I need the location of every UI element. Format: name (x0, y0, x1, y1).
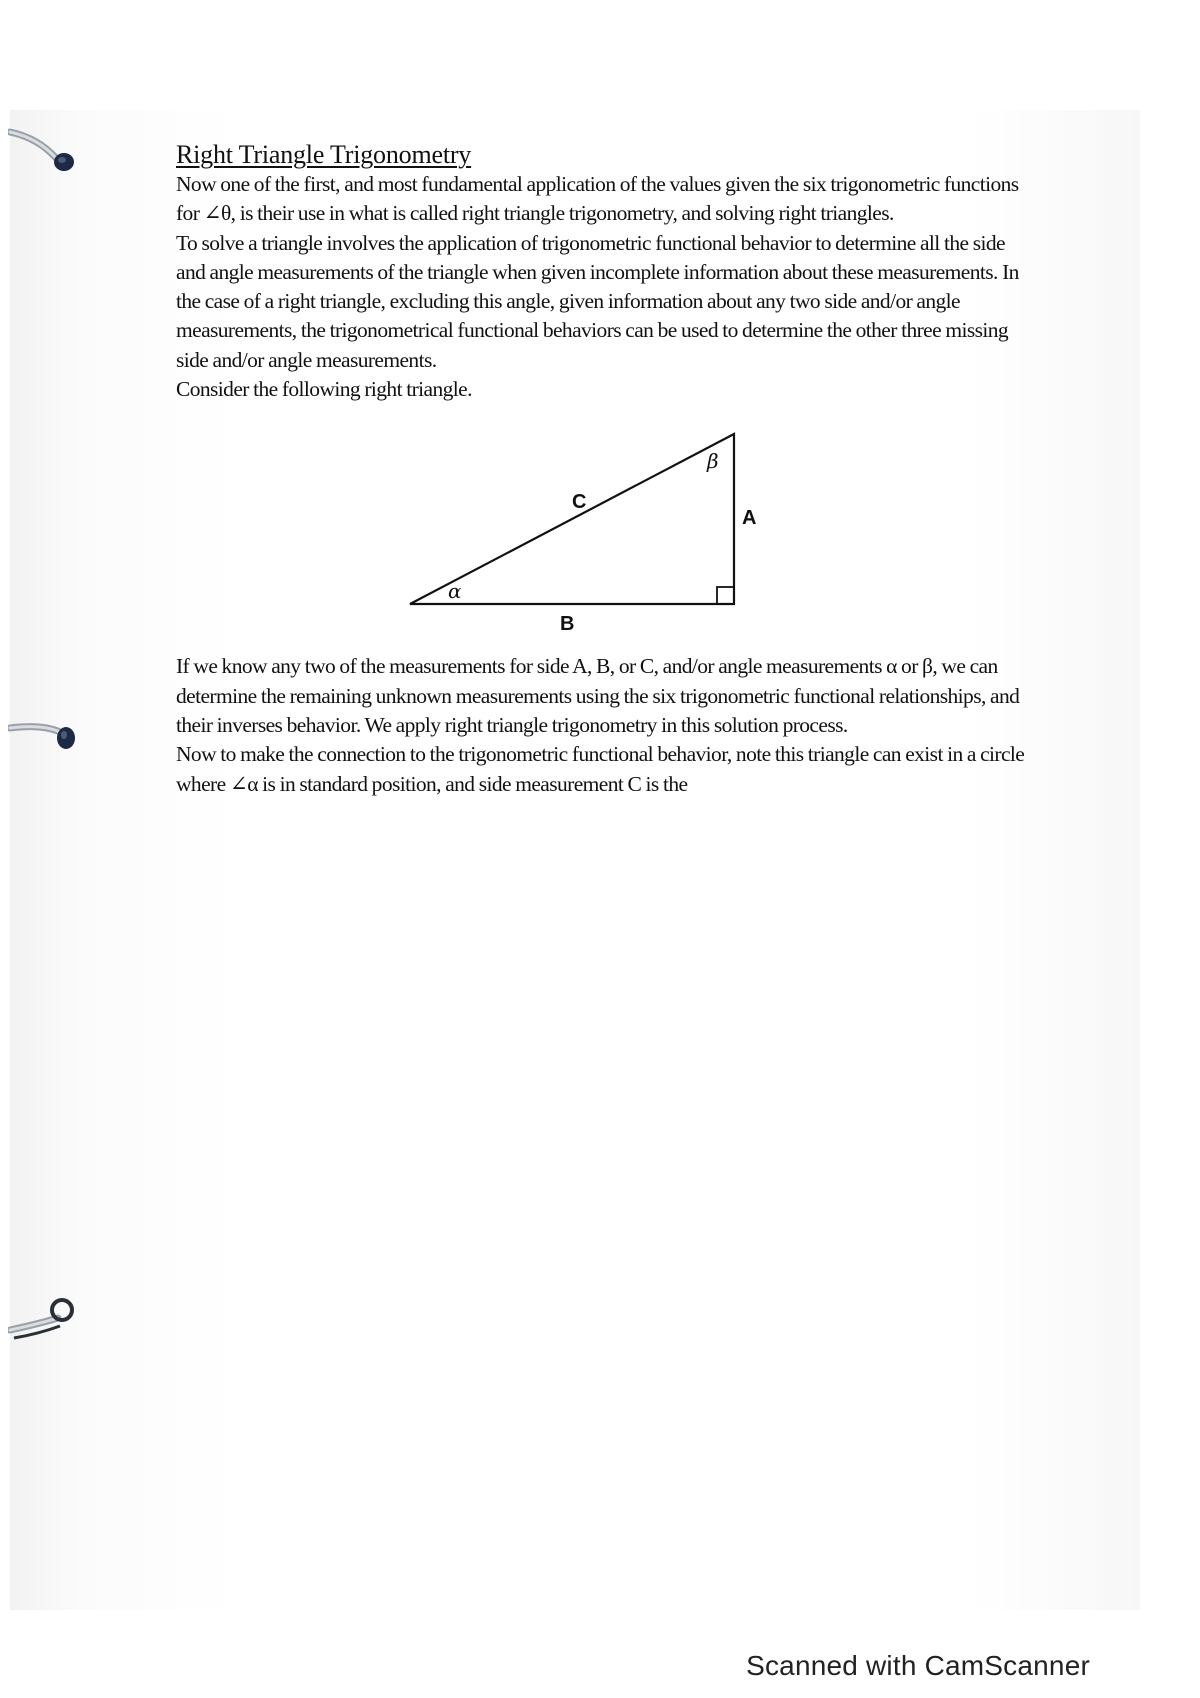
scanner-watermark: Scanned with CamScanner (746, 1650, 1090, 1681)
paragraph-solving: To solve a triangle involves the application of trigonometric functional behavior to determine all the side and angle measurements of the triangle when given incomplete information about these measurements. In the case of a right triangle, excluding this angle, given information about any two side and/or angle measurements, the trigonometrical functional behaviors can be used to determine the other three missing side and/or angle measurements. (176, 230, 1019, 372)
paragraph-measurements: If we know any two of the measurements for side A, B, or C, and/or angle measurements α or β, we can determine the remaining unknown measurements using the six trigonometric functional relationships, and their inverses behavior. We apply right triangle trigonometry in this solution process. (176, 654, 1020, 737)
page-title: Right Triangle Trigonometry (176, 140, 472, 169)
binder-ring-icon (8, 702, 76, 762)
right-triangle-diagram (404, 416, 784, 652)
paragraph-intro: Now one of the first, and most fundamental application of the values given the six trigonometric functions for ∠θ, is their use in what is called right triangle trigonometry, and solving right triangles. (176, 172, 1019, 226)
document-content (176, 140, 1036, 799)
side-b-label: B (560, 613, 575, 636)
right-angle-marker (717, 587, 734, 604)
paragraph-consider: Consider the following right triangle. (176, 377, 472, 402)
paragraph-connection: Now to make the connection to the trigonometric functional behavior, note this triangle can exist in a circle where ∠α is in standard position, and side measurement C is the (176, 742, 1025, 796)
angle-beta-label: β (707, 449, 719, 474)
side-c-label: C (572, 491, 587, 514)
binder-ring-icon (8, 1290, 76, 1350)
binder-ring-icon (8, 118, 76, 178)
right-triangle-figure (404, 416, 784, 652)
angle-alpha-label: α (448, 579, 462, 604)
side-a-label: A (742, 507, 757, 530)
